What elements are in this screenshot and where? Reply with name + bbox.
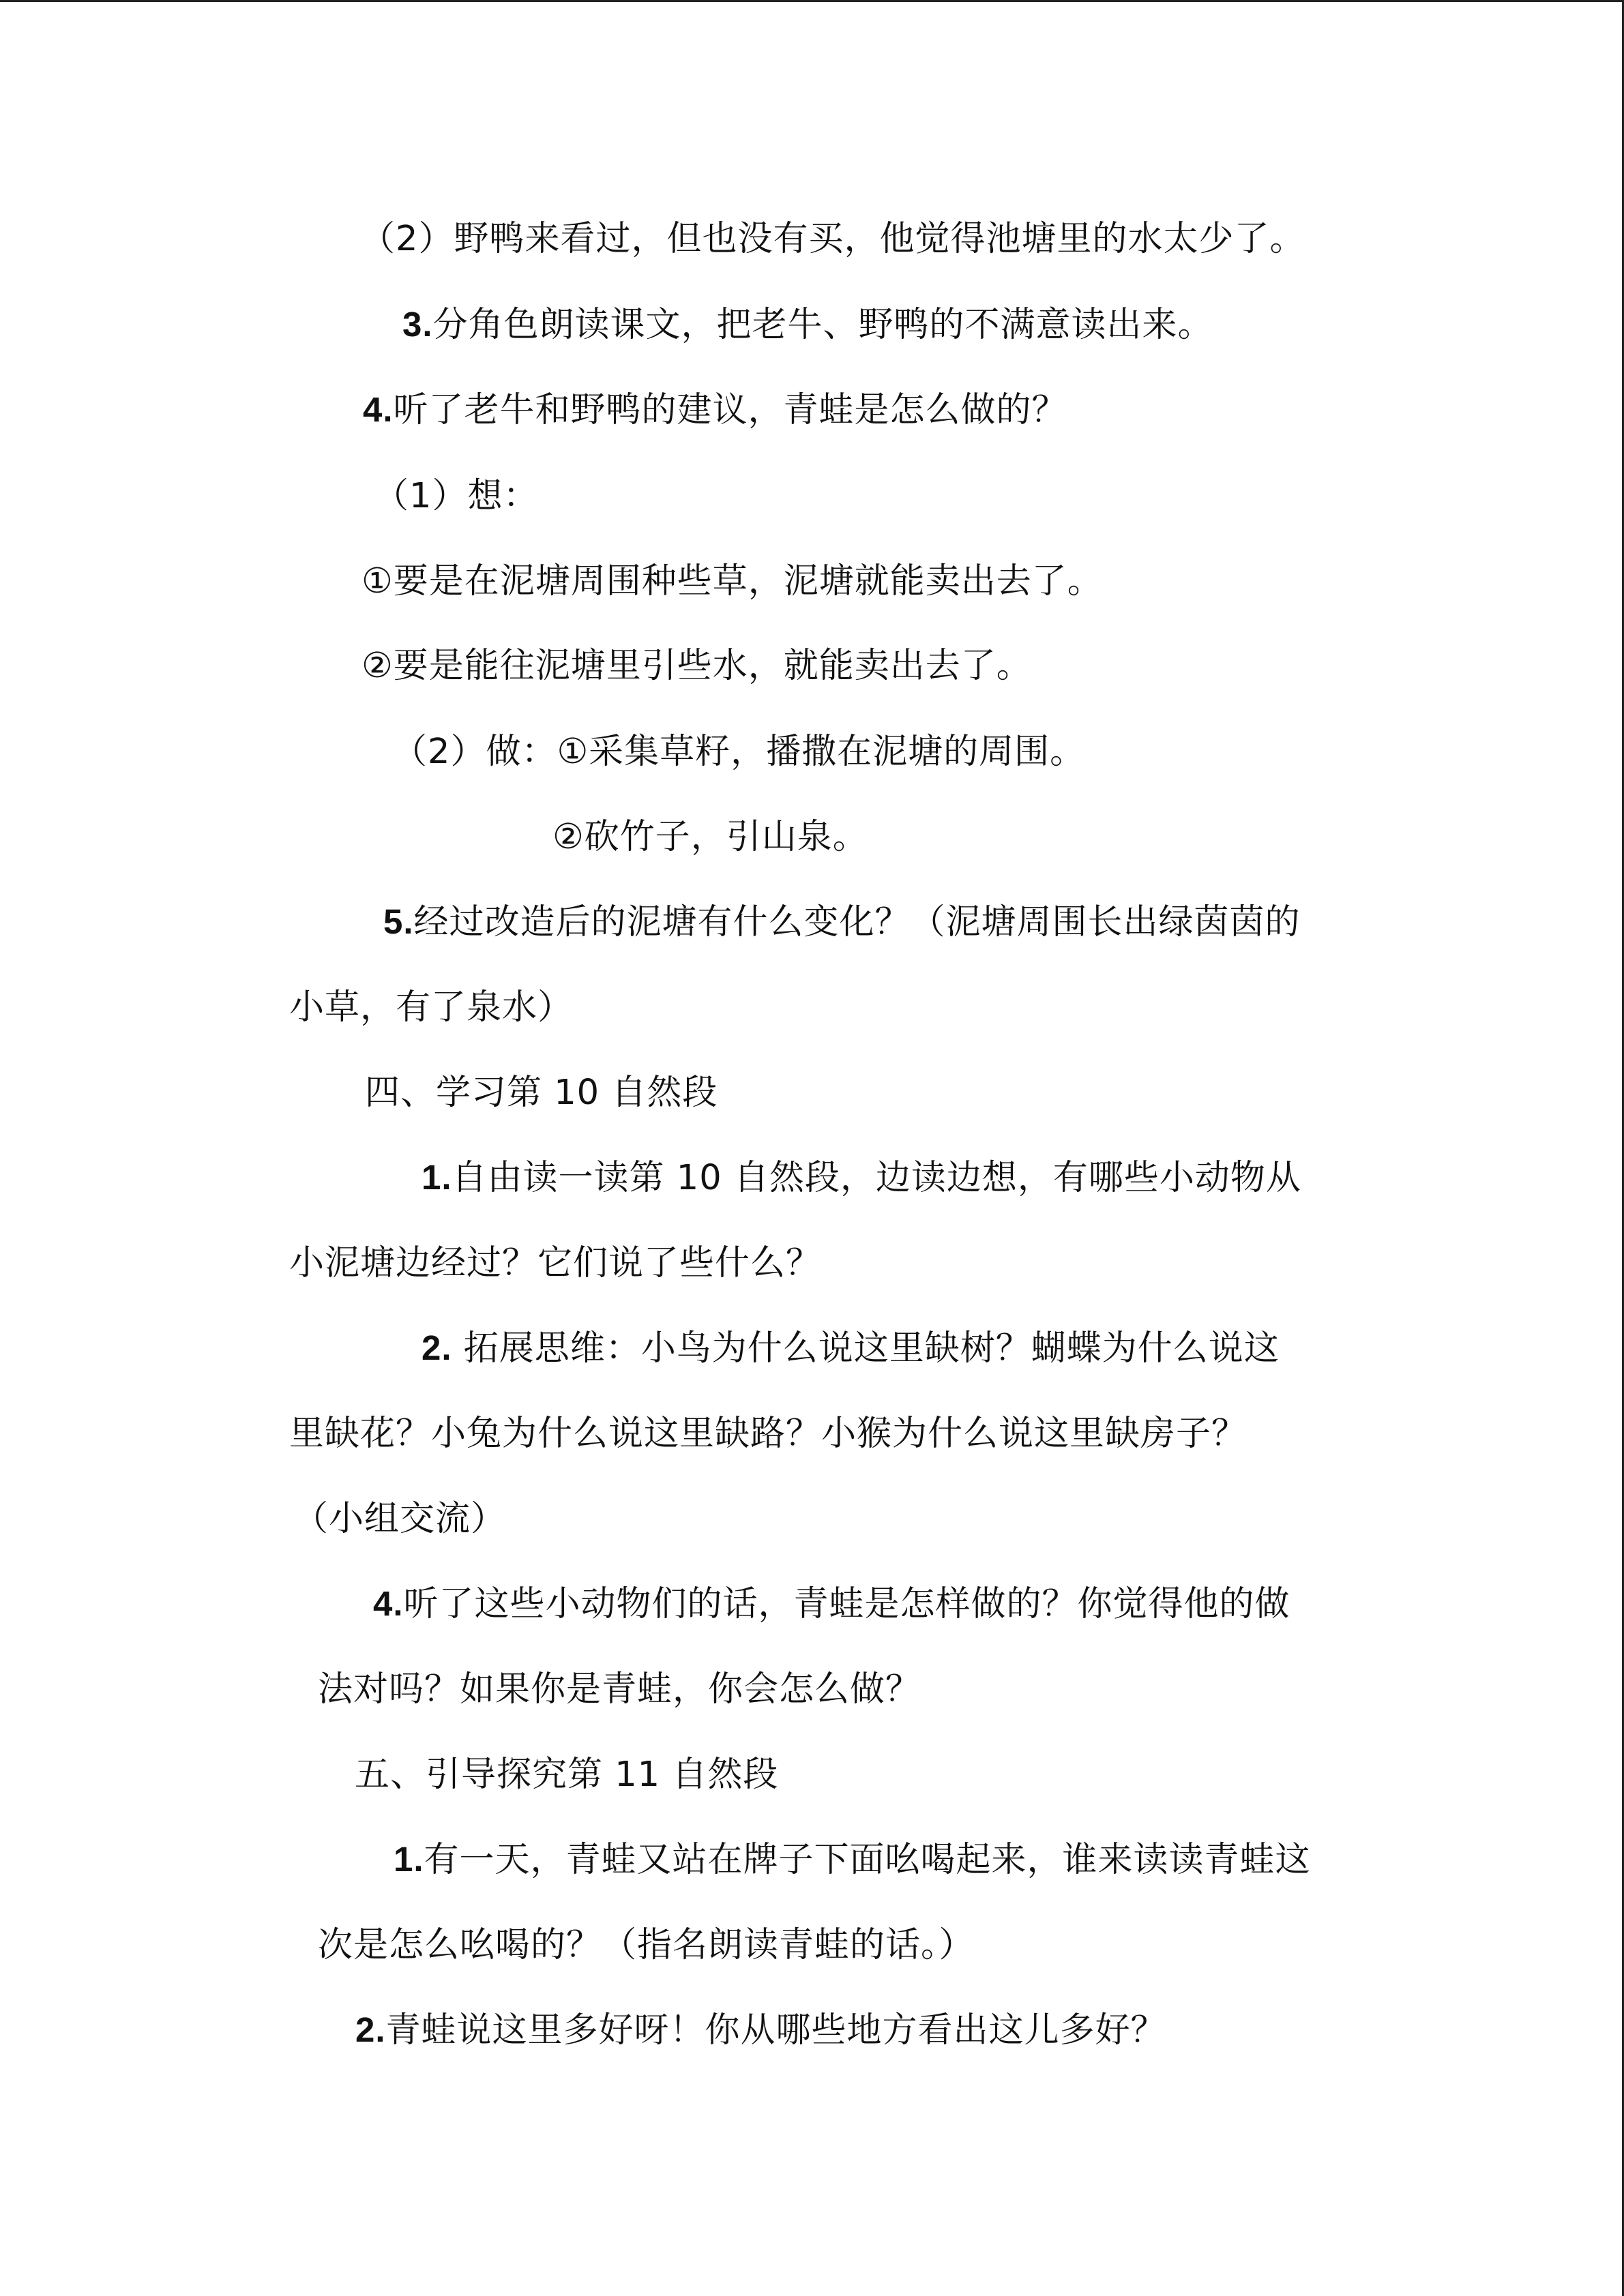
text-line: 5.经过改造后的泥塘有什么变化？（泥塘周围长出绿茵茵的: [383, 902, 1301, 942]
text-line: 小草，有了泉水）: [289, 987, 574, 1028]
text-line: 2.青蛙说这里多好呀！你从哪些地方看出这儿多好？: [355, 2010, 1166, 2051]
text-line: 2. 拓展思维：小鸟为什么说这里缺树？蝴蝶为什么说这: [422, 1328, 1280, 1369]
text-line: （2）做：①采集草籽，播撒在泥塘的周围。: [392, 732, 1086, 772]
text-line: 小泥塘边经过？它们说了些什么？: [289, 1243, 822, 1283]
text-line: （1）想：: [374, 476, 539, 516]
text-line: ②砍竹子，引山泉。: [552, 817, 868, 857]
text-line: 4.听了老牛和野鸭的建议，青蛙是怎么做的？: [363, 390, 1067, 430]
text-line: 里缺花？小兔为什么说这里缺路？小猴为什么说这里缺房子？: [289, 1414, 1247, 1454]
text-line: 3.分角色朗读课文，把老牛、野鸭的不满意读出来。: [402, 305, 1213, 345]
text-line: 1.自由读一读第 10 自然段，边读边想，有哪些小动物从: [422, 1158, 1301, 1198]
text-line: ②要是能往泥塘里引些水，就能卖出去了。: [361, 646, 1032, 686]
text-line: 1.有一天，青蛙又站在牌子下面吆喝起来，谁来读读青蛙这: [394, 1840, 1311, 1880]
text-line: 4.听了这些小动物们的话，青蛙是怎样做的？你觉得他的做: [373, 1584, 1290, 1624]
text-line: （2）野鸭来看过，但也没有买，他觉得池塘里的水太少了。: [360, 219, 1305, 259]
text-line: ①要是在泥塘周围种些草，泥塘就能卖出去了。: [361, 561, 1103, 601]
section-heading: 五、引导探究第 11 自然段: [355, 1755, 779, 1795]
text-line: 次是怎么吆喝的？（指名朗读青蛙的话。）: [318, 1925, 975, 1965]
page-top-border: [0, 0, 1624, 2]
text-line: （小组交流）: [293, 1499, 507, 1539]
section-heading: 四、学习第 10 自然段: [365, 1073, 718, 1113]
text-line: 法对吗？如果你是青蛙，你会怎么做？: [318, 1669, 921, 1710]
